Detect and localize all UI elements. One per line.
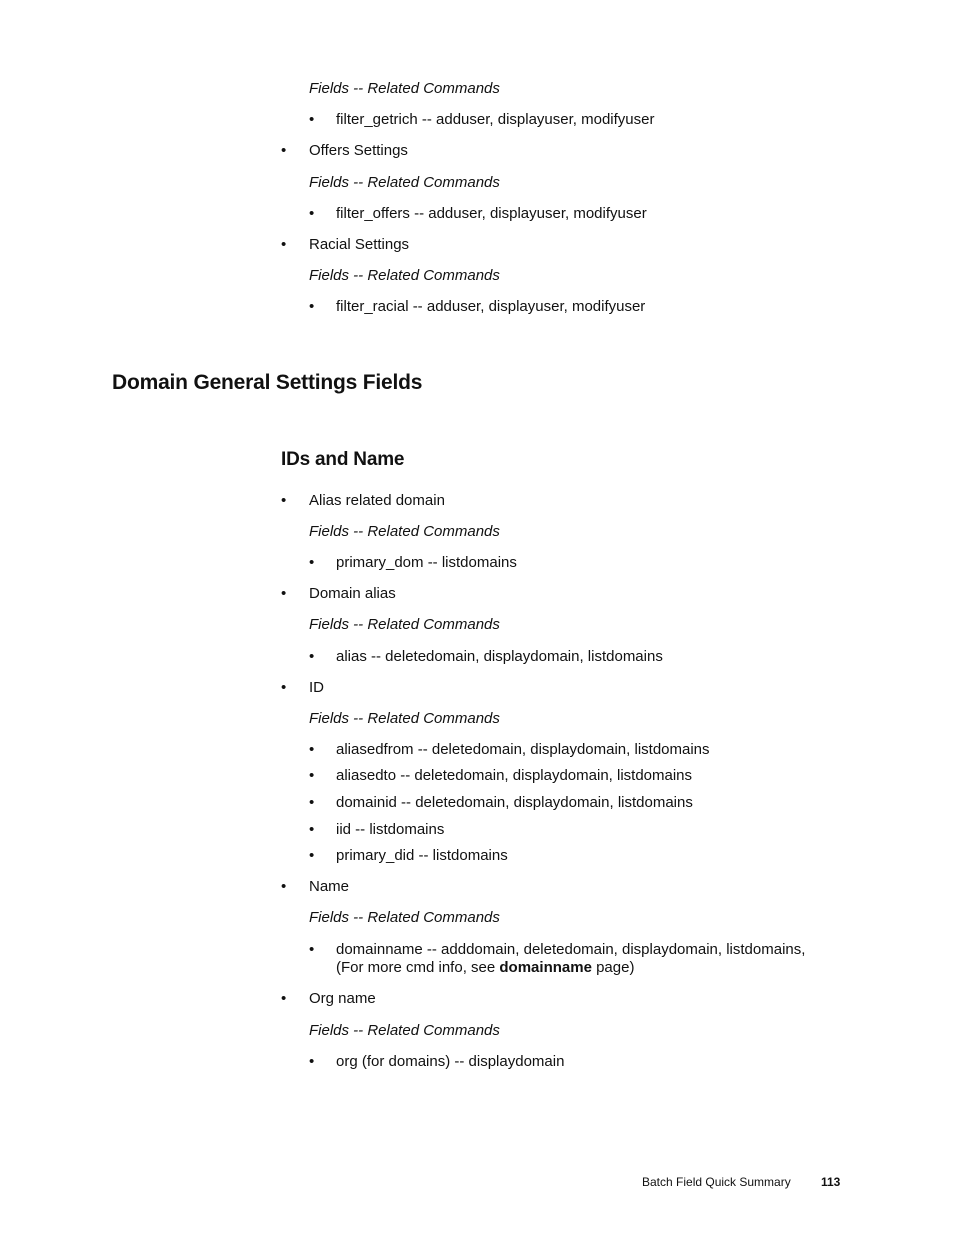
field-aliasedfrom: aliasedfrom -- deletedomain, displaydomain, listdomains: [336, 741, 710, 758]
bullet-icon: •: [309, 111, 315, 128]
bullet-icon: •: [309, 847, 315, 864]
field-domainname: domainname -- adddomain, deletedomain, displaydomain, listdomains,: [336, 941, 806, 958]
bullet-icon: •: [309, 794, 315, 811]
field-alias: alias -- deletedomain, displaydomain, listdomains: [336, 648, 663, 665]
bullet-icon: •: [309, 1053, 315, 1070]
bullet-icon: •: [281, 679, 287, 696]
field-domainid: domainid -- deletedomain, displaydomain, listdomains: [336, 794, 693, 811]
section-title: Domain General Settings Fields: [112, 371, 423, 394]
item-id: ID: [309, 679, 324, 696]
bullet-icon: •: [309, 554, 315, 571]
fields-label: Fields -- Related Commands: [309, 710, 500, 727]
bullet-icon: •: [309, 741, 315, 758]
bullet-icon: •: [281, 878, 287, 895]
footer-title: Batch Field Quick Summary: [642, 1175, 791, 1189]
item-racial-settings: Racial Settings: [309, 236, 410, 253]
fields-label: Fields -- Related Commands: [309, 174, 500, 191]
bullet-icon: •: [309, 767, 315, 784]
bullet-icon: •: [281, 142, 287, 159]
note-suffix: page): [591, 959, 635, 976]
bullet-icon: •: [281, 236, 287, 253]
bullet-icon: •: [309, 941, 315, 958]
bullet-icon: •: [309, 821, 315, 838]
fields-label: Fields -- Related Commands: [309, 267, 500, 284]
field-aliasedto: aliasedto -- deletedomain, displaydomain, listdomains: [336, 767, 693, 784]
item-offers-settings: Offers Settings: [309, 142, 408, 159]
field-getrich: filter_getrich -- adduser, displayuser, modifyuser: [336, 111, 655, 128]
field-primary-did: primary_did -- listdomains: [336, 847, 508, 864]
item-alias-related-domain: Alias related domain: [309, 492, 445, 509]
field-primary-dom: primary_dom -- listdomains: [336, 554, 517, 571]
item-name: Name: [309, 878, 350, 895]
field-offers: filter_offers -- adduser, displayuser, modifyuser: [336, 205, 647, 222]
bullet-icon: •: [309, 648, 315, 665]
field-racial: filter_racial -- adduser, displayuser, modifyuser: [336, 298, 646, 315]
field-domainname-note: [336, 959, 634, 977]
fields-label: Fields -- Related Commands: [309, 1022, 500, 1039]
fields-label: Fields -- Related Commands: [309, 909, 500, 926]
bullet-icon: •: [281, 492, 287, 509]
fields-label: Fields -- Related Commands: [309, 616, 500, 633]
bullet-icon: •: [281, 990, 287, 1007]
bullet-icon: •: [309, 205, 315, 222]
subsection-title: IDs and Name: [281, 449, 405, 470]
field-org: org (for domains) -- displaydomain: [336, 1053, 565, 1070]
bullet-icon: •: [309, 298, 315, 315]
bullet-icon: •: [281, 585, 287, 602]
fields-label: Fields -- Related Commands: [309, 80, 500, 97]
item-org-name: Org name: [309, 990, 376, 1007]
fields-label: Fields -- Related Commands: [309, 523, 500, 540]
domainname-link-text: domainname: [499, 959, 592, 976]
note-prefix: (For more cmd info, see: [336, 959, 500, 976]
field-iid: iid -- listdomains: [336, 821, 445, 838]
page-number: 113: [821, 1175, 841, 1189]
item-domain-alias: Domain alias: [309, 585, 396, 602]
